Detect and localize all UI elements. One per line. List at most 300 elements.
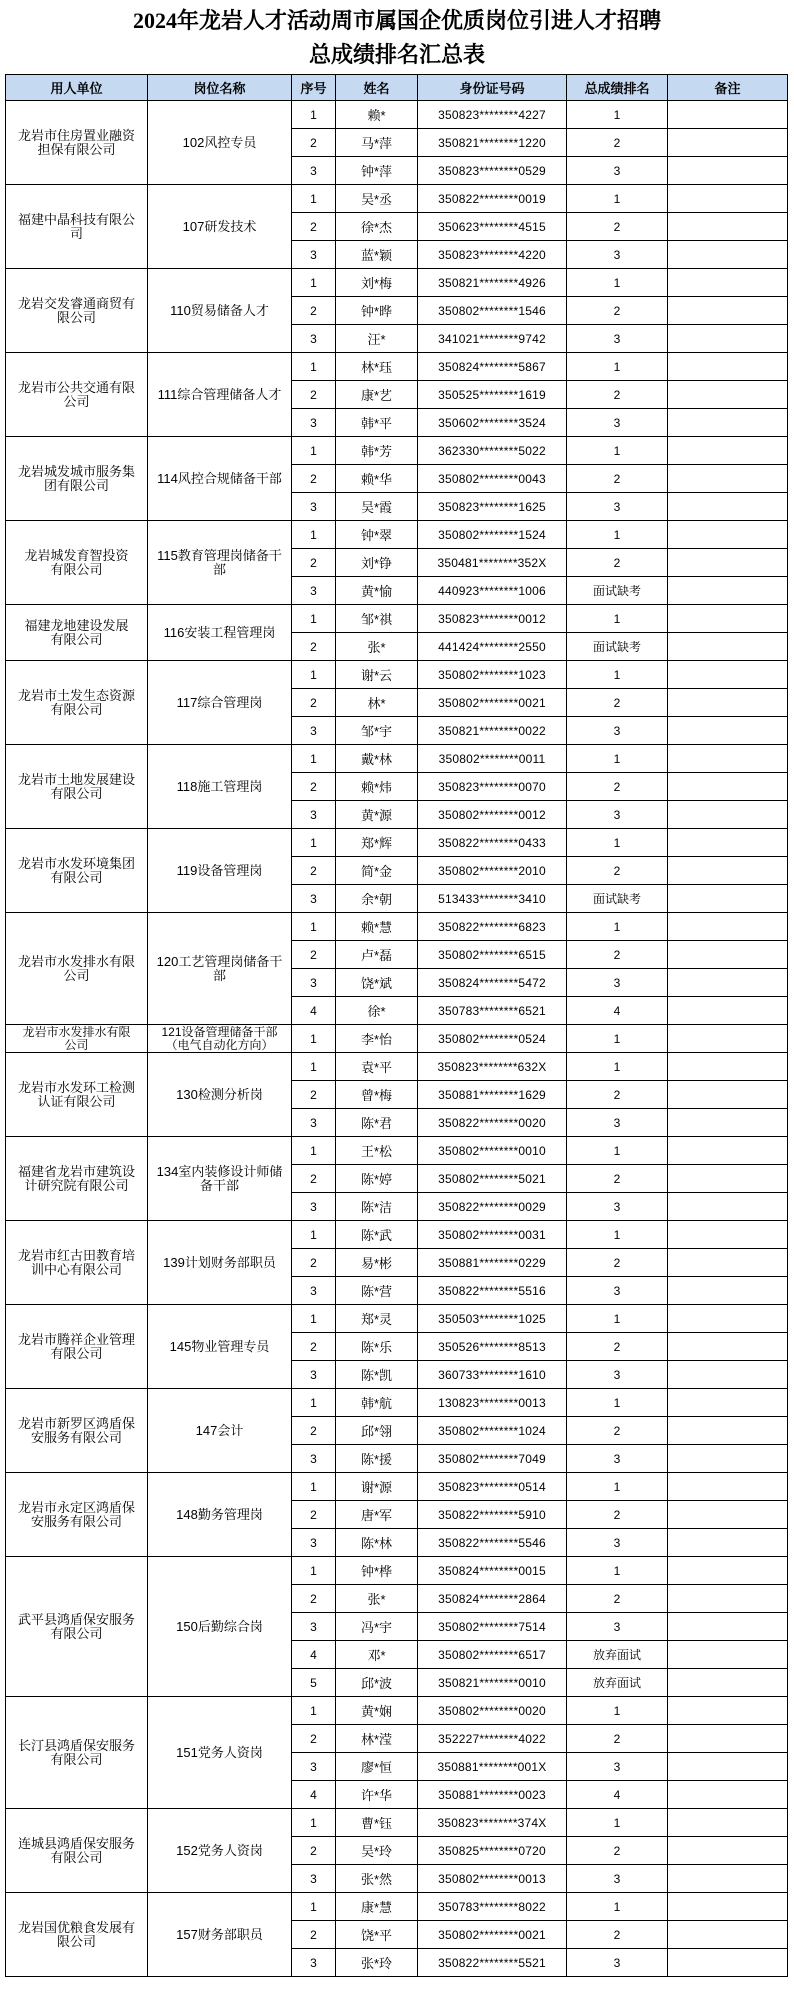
rank-cell: 1 [567,1389,668,1417]
header-name: 姓名 [336,75,418,101]
seq-cell: 3 [292,1361,336,1389]
name-cell: 康*慧 [336,1893,418,1921]
name-cell: 邹*祺 [336,605,418,633]
position-cell: 119设备管理岗 [148,829,292,913]
id-number-cell: 513433********3410 [418,885,567,913]
position-cell: 121设备管理储备干部 （电气自动化方向） [148,1025,292,1053]
position-cell: 134室内装修设计师储 备干部 [148,1137,292,1221]
seq-cell: 2 [292,465,336,493]
seq-cell: 1 [292,605,336,633]
name-cell: 饶*平 [336,1921,418,1949]
remark-cell [668,1137,788,1165]
id-number-cell: 350822********0433 [418,829,567,857]
name-cell: 黄*娴 [336,1697,418,1725]
id-number-cell: 350802********0013 [418,1865,567,1893]
seq-cell: 3 [292,1613,336,1641]
rank-cell: 2 [567,1081,668,1109]
company-cell: 福建中晶科技有限公 司 [6,185,148,269]
remark-cell [668,1781,788,1809]
remark-cell [668,1585,788,1613]
remark-cell [668,1809,788,1837]
id-number-cell: 350822********5910 [418,1501,567,1529]
table-row [6,1025,788,1053]
remark-cell [668,1837,788,1865]
remark-cell [668,1949,788,1977]
name-cell: 钟*翠 [336,521,418,549]
id-number-cell: 350822********0019 [418,185,567,213]
table-row [6,1697,788,1725]
table-row [6,1389,788,1417]
remark-cell [668,1893,788,1921]
name-cell: 韩*平 [336,409,418,437]
remark-cell [668,297,788,325]
rank-cell: 1 [567,1053,668,1081]
seq-cell: 2 [292,549,336,577]
seq-cell: 3 [292,801,336,829]
rank-cell: 4 [567,997,668,1025]
id-number-cell: 350821********1220 [418,129,567,157]
rank-cell: 2 [567,381,668,409]
name-cell: 钟*晔 [336,297,418,325]
name-cell: 张* [336,633,418,661]
position-cell: 118施工管理岗 [148,745,292,829]
rank-cell: 1 [567,1137,668,1165]
table-row [6,101,788,129]
id-number-cell: 350822********5516 [418,1277,567,1305]
seq-cell: 2 [292,1837,336,1865]
name-cell: 饶*斌 [336,969,418,997]
id-number-cell: 350881********0229 [418,1249,567,1277]
seq-cell: 1 [292,1305,336,1333]
seq-cell: 2 [292,941,336,969]
rank-cell: 2 [567,129,668,157]
rank-cell: 3 [567,717,668,745]
remark-cell [668,381,788,409]
name-cell: 陈*武 [336,1221,418,1249]
rank-cell: 3 [567,969,668,997]
id-number-cell: 350802********5021 [418,1165,567,1193]
seq-cell: 4 [292,1641,336,1669]
name-cell: 赖* [336,101,418,129]
id-number-cell: 360733********1610 [418,1361,567,1389]
name-cell: 张*然 [336,1865,418,1893]
seq-cell: 1 [292,101,336,129]
seq-cell: 1 [292,1053,336,1081]
rank-cell: 1 [567,101,668,129]
remark-cell [668,1725,788,1753]
name-cell: 冯*宇 [336,1613,418,1641]
rank-cell: 3 [567,1109,668,1137]
rank-cell: 3 [567,325,668,353]
name-cell: 韩*航 [336,1389,418,1417]
rank-cell: 1 [567,353,668,381]
position-cell: 107研发技术 [148,185,292,269]
name-cell: 卢*磊 [336,941,418,969]
seq-cell: 2 [292,1417,336,1445]
remark-cell [668,129,788,157]
rank-cell: 1 [567,745,668,773]
name-cell: 邹*宇 [336,717,418,745]
company-cell: 龙岩市红古田教育培 训中心有限公司 [6,1221,148,1305]
seq-cell: 3 [292,409,336,437]
table-header [6,75,788,101]
seq-cell: 1 [292,185,336,213]
seq-cell: 3 [292,1865,336,1893]
id-number-cell: 350503********1025 [418,1305,567,1333]
seq-cell: 1 [292,1557,336,1585]
id-number-cell: 350802********1024 [418,1417,567,1445]
rank-cell: 3 [567,801,668,829]
name-cell: 简*金 [336,857,418,885]
rank-cell: 3 [567,409,668,437]
rank-cell: 1 [567,1809,668,1837]
rank-cell: 2 [567,213,668,241]
rank-cell: 2 [567,1501,668,1529]
header-seq: 序号 [292,75,336,101]
remark-cell [668,1753,788,1781]
name-cell: 刘*铮 [336,549,418,577]
remark-cell [668,1641,788,1669]
seq-cell: 3 [292,577,336,605]
rank-cell: 1 [567,605,668,633]
seq-cell: 3 [292,1193,336,1221]
name-cell: 王*松 [336,1137,418,1165]
name-cell: 康*艺 [336,381,418,409]
name-cell: 徐*杰 [336,213,418,241]
remark-cell [668,1361,788,1389]
position-cell: 151党务人资岗 [148,1697,292,1809]
rank-cell: 3 [567,1529,668,1557]
remark-cell [668,1669,788,1697]
rank-cell: 2 [567,1837,668,1865]
name-cell: 袁*平 [336,1053,418,1081]
seq-cell: 3 [292,1445,336,1473]
rank-cell: 1 [567,1893,668,1921]
remark-cell [668,745,788,773]
rank-cell: 1 [567,1473,668,1501]
remark-cell [668,1557,788,1585]
remark-cell [668,269,788,297]
id-number-cell: 440923********1006 [418,577,567,605]
seq-cell: 1 [292,1473,336,1501]
rank-cell: 3 [567,1361,668,1389]
rank-cell: 面试缺考 [567,885,668,913]
seq-cell: 1 [292,661,336,689]
seq-cell: 1 [292,1893,336,1921]
position-cell: 145物业管理专员 [148,1305,292,1389]
name-cell: 吴*丞 [336,185,418,213]
rank-cell: 2 [567,465,668,493]
name-cell: 马*萍 [336,129,418,157]
name-cell: 汪* [336,325,418,353]
header-remark: 备注 [668,75,788,101]
position-cell: 116安装工程管理岗 [148,605,292,661]
position-cell: 152党务人资岗 [148,1809,292,1893]
company-cell: 龙岩市水发环境集团 有限公司 [6,829,148,913]
seq-cell: 2 [292,1585,336,1613]
seq-cell: 1 [292,1221,336,1249]
company-cell: 长汀县鸿盾保安服务 有限公司 [6,1697,148,1809]
remark-cell [668,213,788,241]
seq-cell: 1 [292,745,336,773]
id-number-cell: 350802********0011 [418,745,567,773]
position-cell: 115教育管理岗储备干 部 [148,521,292,605]
seq-cell: 1 [292,1389,336,1417]
remark-cell [668,101,788,129]
results-table [5,74,788,1977]
id-number-cell: 350821********4926 [418,269,567,297]
company-cell: 龙岩交发睿通商贸有 限公司 [6,269,148,353]
id-number-cell: 350802********7049 [418,1445,567,1473]
table-row [6,1221,788,1249]
rank-cell: 1 [567,913,668,941]
company-cell: 福建龙地建设发展 有限公司 [6,605,148,661]
name-cell: 赖*炜 [336,773,418,801]
name-cell: 林*珏 [336,353,418,381]
rank-cell: 1 [567,1697,668,1725]
name-cell: 曾*梅 [336,1081,418,1109]
remark-cell [668,1445,788,1473]
position-cell: 130检测分析岗 [148,1053,292,1137]
rank-cell: 2 [567,1725,668,1753]
name-cell: 吴*玲 [336,1837,418,1865]
id-number-cell: 350802********0012 [418,801,567,829]
seq-cell: 2 [292,1165,336,1193]
id-number-cell: 350823********0012 [418,605,567,633]
table-row [6,353,788,381]
seq-cell: 1 [292,1137,336,1165]
rank-cell: 1 [567,829,668,857]
id-number-cell: 350822********0029 [418,1193,567,1221]
remark-cell [668,661,788,689]
company-cell: 龙岩市公共交通有限 公司 [6,353,148,437]
rank-cell: 1 [567,521,668,549]
name-cell: 赖*华 [336,465,418,493]
rank-cell: 2 [567,1921,668,1949]
seq-cell: 3 [292,241,336,269]
remark-cell [668,1109,788,1137]
remark-cell [668,717,788,745]
remark-cell [668,773,788,801]
seq-cell: 2 [292,857,336,885]
remark-cell [668,241,788,269]
remark-cell [668,1389,788,1417]
name-cell: 陈*援 [336,1445,418,1473]
rank-cell: 3 [567,493,668,521]
id-number-cell: 350823********374X [418,1809,567,1837]
name-cell: 郑*灵 [336,1305,418,1333]
company-cell: 龙岩市水发环工检测 认证有限公司 [6,1053,148,1137]
remark-cell [668,1473,788,1501]
rank-cell: 放弃面试 [567,1641,668,1669]
rank-cell: 2 [567,297,668,325]
remark-cell [668,913,788,941]
position-cell: 157财务部职员 [148,1893,292,1977]
company-cell: 连城县鸿盾保安服务 有限公司 [6,1809,148,1893]
seq-cell: 3 [292,1529,336,1557]
position-cell: 111综合管理储备人才 [148,353,292,437]
id-number-cell: 350825********0720 [418,1837,567,1865]
company-cell: 龙岩市住房置业融资 担保有限公司 [6,101,148,185]
name-cell: 李*怡 [336,1025,418,1053]
id-number-cell: 350783********6521 [418,997,567,1025]
id-number-cell: 130823********0013 [418,1389,567,1417]
seq-cell: 1 [292,521,336,549]
name-cell: 易*彬 [336,1249,418,1277]
remark-cell [668,1081,788,1109]
seq-cell: 1 [292,1809,336,1837]
remark-cell [668,185,788,213]
name-cell: 陈*营 [336,1277,418,1305]
position-cell: 139计划财务部职员 [148,1221,292,1305]
rank-cell: 1 [567,1305,668,1333]
id-number-cell: 350881********001X [418,1753,567,1781]
rank-cell: 2 [567,1165,668,1193]
rank-cell: 2 [567,941,668,969]
id-number-cell: 350823********0070 [418,773,567,801]
name-cell: 陈*洁 [336,1193,418,1221]
remark-cell [668,1417,788,1445]
rank-cell: 3 [567,1949,668,1977]
name-cell: 韩*芳 [336,437,418,465]
table-row [6,829,788,857]
remark-cell [668,1305,788,1333]
company-cell: 龙岩城发城市服务集 团有限公司 [6,437,148,521]
company-cell: 龙岩市腾祥企业管理 有限公司 [6,1305,148,1389]
remark-cell [668,1025,788,1053]
rank-cell: 2 [567,689,668,717]
name-cell: 廖*恒 [336,1753,418,1781]
table-row [6,521,788,549]
name-cell: 陈*林 [336,1529,418,1557]
id-number-cell: 350802********0020 [418,1697,567,1725]
page-title: 2024年龙岩人才活动周市属国企优质岗位引进人才招聘 [132,8,661,33]
id-number-cell: 350802********2010 [418,857,567,885]
remark-cell [668,1277,788,1305]
table-row [6,269,788,297]
rank-cell: 3 [567,1753,668,1781]
remark-cell [668,437,788,465]
rank-cell: 1 [567,185,668,213]
name-cell: 徐* [336,997,418,1025]
seq-cell: 3 [292,969,336,997]
id-number-cell: 350526********8513 [418,1333,567,1361]
seq-cell: 2 [292,773,336,801]
seq-cell: 1 [292,913,336,941]
seq-cell: 1 [292,353,336,381]
id-number-cell: 350802********0021 [418,1921,567,1949]
rank-cell: 1 [567,1221,668,1249]
company-cell: 龙岩市永定区鸿盾保 安服务有限公司 [6,1473,148,1557]
table-row [6,1809,788,1837]
rank-cell: 2 [567,1249,668,1277]
id-number-cell: 362330********5022 [418,437,567,465]
remark-cell [668,1529,788,1557]
company-cell: 龙岩国优粮食发展有 限公司 [6,1893,148,1977]
rank-cell: 3 [567,157,668,185]
name-cell: 余*朝 [336,885,418,913]
id-number-cell: 350802********0031 [418,1221,567,1249]
seq-cell: 2 [292,297,336,325]
name-cell: 吴*霞 [336,493,418,521]
rank-cell: 3 [567,1277,668,1305]
seq-cell: 2 [292,1333,336,1361]
rank-cell: 面试缺考 [567,633,668,661]
rank-cell: 3 [567,1865,668,1893]
seq-cell: 3 [292,885,336,913]
position-cell: 114风控合规储备干部 [148,437,292,521]
id-number-cell: 350823********0514 [418,1473,567,1501]
company-cell: 龙岩市水发排水有限 公司 [6,1025,148,1053]
id-number-cell: 350802********1546 [418,297,567,325]
id-number-cell: 350822********5546 [418,1529,567,1557]
rank-cell: 2 [567,549,668,577]
remark-cell [668,605,788,633]
id-number-cell: 352227********4022 [418,1725,567,1753]
name-cell: 钟*桦 [336,1557,418,1585]
seq-cell: 3 [292,717,336,745]
remark-cell [668,549,788,577]
name-cell: 蓝*颖 [336,241,418,269]
remark-cell [668,969,788,997]
id-number-cell: 350802********1524 [418,521,567,549]
position-cell: 150后勤综合岗 [148,1557,292,1697]
position-cell: 148勤务管理岗 [148,1473,292,1557]
table-row [6,1305,788,1333]
rank-cell: 1 [567,437,668,465]
seq-cell: 2 [292,1725,336,1753]
remark-cell [668,157,788,185]
table-row [6,437,788,465]
remark-cell [668,941,788,969]
id-number-cell: 350824********5867 [418,353,567,381]
remark-cell [668,1613,788,1641]
header-company: 用人单位 [6,75,148,101]
remark-cell [668,857,788,885]
name-cell: 钟*萍 [336,157,418,185]
remark-cell [668,325,788,353]
name-cell: 陈*乐 [336,1333,418,1361]
rank-cell: 2 [567,1333,668,1361]
remark-cell [668,1865,788,1893]
rank-cell: 2 [567,1417,668,1445]
id-number-cell: 350822********0020 [418,1109,567,1137]
company-cell: 龙岩市新罗区鸿盾保 安服务有限公司 [6,1389,148,1473]
company-cell: 福建省龙岩市建筑设 计研究院有限公司 [6,1137,148,1221]
remark-cell [668,1249,788,1277]
company-cell: 龙岩市土地发展建设 有限公司 [6,745,148,829]
seq-cell: 3 [292,1753,336,1781]
seq-cell: 2 [292,1921,336,1949]
rank-cell: 3 [567,1193,668,1221]
name-cell: 邓* [336,1641,418,1669]
name-cell: 谢*源 [336,1473,418,1501]
name-cell: 张* [336,1585,418,1613]
rank-cell: 1 [567,269,668,297]
remark-cell [668,1921,788,1949]
remark-cell [668,1053,788,1081]
id-number-cell: 350802********0524 [418,1025,567,1053]
seq-cell: 1 [292,829,336,857]
remark-cell [668,1165,788,1193]
table-body [6,101,788,1977]
id-number-cell: 350802********0043 [418,465,567,493]
id-number-cell: 350802********7514 [418,1613,567,1641]
seq-cell: 1 [292,1697,336,1725]
rank-cell: 3 [567,1613,668,1641]
seq-cell: 3 [292,325,336,353]
remark-cell [668,885,788,913]
